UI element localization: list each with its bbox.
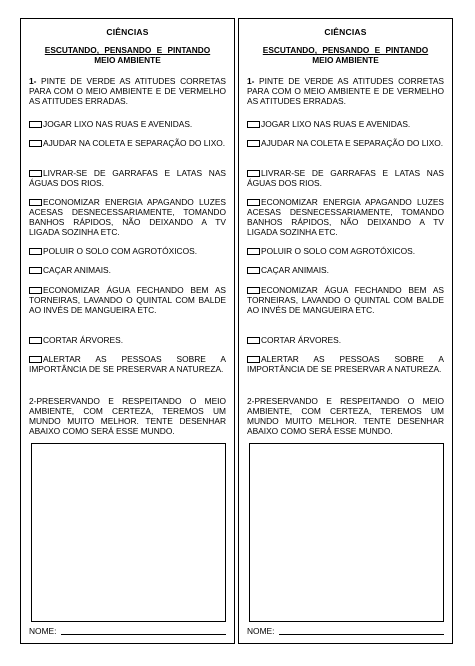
checklist-item-text: CORTAR ÁRVORES.: [43, 335, 124, 345]
checklist-item: [29, 168, 226, 188]
worksheet-title: CIÊNCIAS: [324, 27, 367, 37]
checklist-item: [247, 197, 444, 237]
name-input-line[interactable]: [279, 634, 444, 635]
checklist-item-text: POLUIR O SOLO COM AGROTÓXICOS.: [261, 246, 416, 256]
checklist-item-text: CORTAR ÁRVORES.: [261, 335, 342, 345]
checklist-item: [29, 285, 226, 315]
question-1-instruction: [247, 76, 444, 106]
checklist-item: [29, 197, 226, 237]
checklist-item: [247, 285, 444, 315]
worksheet-title: CIÊNCIAS: [106, 27, 149, 37]
checkbox[interactable]: [247, 267, 260, 274]
checkbox[interactable]: [247, 199, 260, 206]
subtitle-line-2: MEIO AMBIENTE: [94, 54, 161, 65]
checklist-item-text: ECONOMIZAR ENERGIA APAGANDO LUZES ACESAS DESNECESSARIAMENTE, TOMANDO BANHOS RÁPIDOS, NÃO DEIXANDO A TV LIGADA SOZINHA ETC.: [247, 197, 444, 237]
worksheet-copy-right: [238, 18, 453, 644]
checklist-item: [247, 119, 444, 129]
checklist-item-text: POLUIR O SOLO COM AGROTÓXICOS.: [43, 246, 198, 256]
checkbox[interactable]: [247, 121, 260, 128]
checkbox[interactable]: [29, 170, 42, 177]
checkbox[interactable]: [29, 356, 42, 363]
checklist-item: [247, 265, 444, 275]
checklist-item: [29, 335, 226, 345]
worksheet-copy-left: [20, 18, 235, 644]
worksheet-subtitle: [31, 46, 224, 65]
subtitle-line-2: MEIO AMBIENTE: [312, 54, 379, 65]
drawing-area[interactable]: [31, 443, 226, 622]
checkbox[interactable]: [247, 287, 260, 294]
worksheet-subtitle: [249, 46, 442, 65]
checklist-item-text: ALERTAR AS PESSOAS SOBRE A IMPORTÂNCIA DE SE PRESERVAR A NATUREZA.: [29, 354, 226, 374]
checklist-item: [29, 119, 226, 129]
checkbox[interactable]: [247, 248, 260, 255]
checkbox[interactable]: [247, 337, 260, 344]
question-1-text: PINTE DE VERDE AS ATITUDES CORRETAS PARA COM O MEIO AMBIENTE E DE VERMELHO AS ATITUDES ERRADAS.: [247, 76, 445, 106]
checklist-item: [247, 335, 444, 345]
checklist-item-text: AJUDAR NA COLETA E SEPARAÇÃO DO LIXO.: [261, 138, 444, 148]
checkbox[interactable]: [29, 337, 42, 344]
checklist-item: [247, 246, 444, 256]
checklist-item-text: ECONOMIZAR ÁGUA FECHANDO BEM AS TORNEIRAS, LAVANDO O QUINTAL COM BALDE AO INVÉS DE MANGUEIRA ETC.: [29, 285, 226, 315]
subtitle-line-1: ESCUTANDO, PENSANDO E PINTANDO: [44, 45, 211, 55]
checklist-item: [247, 354, 444, 374]
drawing-area[interactable]: [249, 443, 444, 622]
subtitle-line-1: ESCUTANDO, PENSANDO E PINTANDO: [262, 45, 429, 55]
checkbox[interactable]: [247, 140, 260, 147]
checklist-item-text: LIVRAR-SE DE GARRAFAS E LATAS NAS ÁGUAS DOS RIOS.: [29, 168, 226, 188]
checklist-item: [29, 265, 226, 275]
name-input-line[interactable]: [61, 634, 226, 635]
checkbox[interactable]: [247, 356, 260, 363]
checklist-item: [29, 246, 226, 256]
question-2-text: 2-PRESERVANDO E RESPEITANDO O MEIO AMBIENTE, COM CERTEZA, TEREMOS UM MUNDO MUITO MELHOR. TENTE DESENHAR ABAIXO COMO SERÁ ESSE MUNDO.: [29, 396, 226, 436]
checklist-item: [29, 354, 226, 374]
checklist-item-text: LIVRAR-SE DE GARRAFAS E LATAS NAS ÁGUAS DOS RIOS.: [247, 168, 444, 188]
checklist-item-text: CAÇAR ANIMAIS.: [261, 265, 329, 275]
checklist-item: [247, 138, 444, 148]
checklist-item-text: JOGAR LIXO NAS RUAS E AVENIDAS.: [43, 119, 193, 129]
checklist-item: [247, 168, 444, 188]
checkbox[interactable]: [29, 121, 42, 128]
checklist-item-text: ALERTAR AS PESSOAS SOBRE A IMPORTÂNCIA DE SE PRESERVAR A NATUREZA.: [247, 354, 444, 374]
name-field: [247, 626, 444, 636]
checklist-item-text: CAÇAR ANIMAIS.: [43, 265, 111, 275]
name-label: NOME:: [29, 626, 57, 636]
checkbox[interactable]: [29, 140, 42, 147]
question-1-number: 1-: [247, 76, 255, 86]
name-label: NOME:: [247, 626, 275, 636]
checkbox[interactable]: [29, 267, 42, 274]
checkbox[interactable]: [29, 287, 42, 294]
checklist-item-text: AJUDAR NA COLETA E SEPARAÇÃO DO LIXO.: [43, 138, 226, 148]
name-field: [29, 626, 226, 636]
checkbox[interactable]: [247, 170, 260, 177]
question-2-text: 2-PRESERVANDO E RESPEITANDO O MEIO AMBIENTE, COM CERTEZA, TEREMOS UM MUNDO MUITO MELHOR. TENTE DESENHAR ABAIXO COMO SERÁ ESSE MUNDO.: [247, 396, 444, 436]
checkbox[interactable]: [29, 199, 42, 206]
checklist-item-text: ECONOMIZAR ÁGUA FECHANDO BEM AS TORNEIRAS, LAVANDO O QUINTAL COM BALDE AO INVÉS DE MANGUEIRA ETC.: [247, 285, 444, 315]
checklist-item-text: JOGAR LIXO NAS RUAS E AVENIDAS.: [261, 119, 411, 129]
checkbox[interactable]: [29, 248, 42, 255]
checklist-item-text: ECONOMIZAR ENERGIA APAGANDO LUZES ACESAS DESNECESSARIAMENTE, TOMANDO BANHOS RÁPIDOS, NÃO DEIXANDO A TV LIGADA SOZINHA ETC.: [29, 197, 226, 237]
question-1-number: 1-: [29, 76, 37, 86]
checklist-item: [29, 138, 226, 148]
question-1-instruction: [29, 76, 226, 106]
question-1-text: PINTE DE VERDE AS ATITUDES CORRETAS PARA COM O MEIO AMBIENTE E DE VERMELHO AS ATITUDES ERRADAS.: [29, 76, 227, 106]
